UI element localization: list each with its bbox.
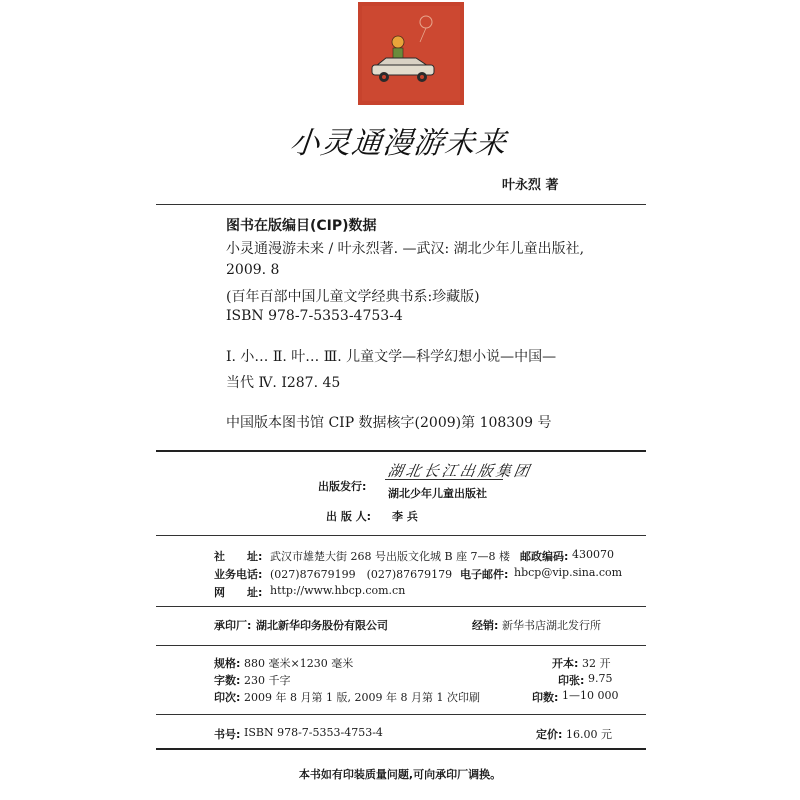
publisher-name: 湖北少年儿童出版社 — [388, 487, 487, 500]
divider-bottom — [156, 748, 646, 750]
divider-top — [156, 204, 646, 205]
quality-notice: 本书如有印装质量问题,可向承印厂调换。 — [298, 768, 502, 781]
website-label: 网 址: — [214, 586, 263, 599]
cip-line: (百年百部中国儿童文学经典书系:珍藏版) — [226, 289, 480, 305]
author-line: 叶永烈 著 — [502, 178, 559, 193]
cover-illustration — [358, 2, 464, 105]
price-value: 16.00 元 — [566, 728, 612, 741]
email-label: 电子邮件: — [460, 568, 509, 581]
issue-label: 出版发行: — [318, 480, 367, 493]
printer-label: 承印厂: — [214, 619, 252, 632]
pub-person-label: 出 版 人: — [326, 510, 372, 523]
cip-line: 当代 Ⅳ. I287. 45 — [226, 375, 341, 391]
phone-label: 业务电话: — [214, 568, 263, 581]
cip-line: 2009. 8 — [226, 262, 280, 278]
website-value: http://www.hbcp.com.cn — [270, 584, 406, 597]
publisher-mark-rule — [385, 479, 503, 480]
cip-line: Ⅰ. 小… Ⅱ. 叶… Ⅲ. 儿童文学—科学幻想小说—中国— — [226, 349, 557, 365]
cip-heading: 图书在版编目(CIP)数据 — [226, 218, 377, 234]
sheets-value: 9.75 — [588, 672, 613, 685]
divider-cip-bottom — [156, 450, 646, 452]
pub-person-value: 李 兵 — [392, 510, 418, 523]
email-value: hbcp@vip.sina.com — [514, 566, 623, 579]
copies-value: 1—10 000 — [562, 689, 619, 702]
address-label: 社 址: — [214, 550, 263, 563]
size-value: 880 毫米×1230 毫米 — [244, 657, 354, 670]
edition-value: 2009 年 8 月第 1 版, 2009 年 8 月第 1 次印刷 — [244, 691, 480, 704]
edition-label: 印次: — [214, 691, 241, 704]
sheets-label: 印张: — [558, 674, 585, 687]
car-boy-drawing — [358, 2, 464, 105]
cip-line: ISBN 978-7-5353-4753-4 — [226, 308, 403, 324]
phone-value: (027)87679199 (027)87679179 — [270, 568, 453, 581]
address-value: 武汉市雄楚大街 268 号出版文化城 B 座 7—8 楼 — [270, 550, 511, 563]
publisher-group-mark: 湖北长江出版集团 — [386, 462, 534, 480]
cip-line: 小灵通漫游未来 / 叶永烈著. —武汉: 湖北少年儿童出版社, — [226, 241, 585, 257]
isbn-label: 书号: — [214, 728, 241, 741]
format-label: 开本: — [552, 657, 579, 670]
printer-value: 湖北新华印务股份有限公司 — [256, 619, 388, 632]
distributor-label: 经销: — [472, 619, 499, 632]
copies-label: 印数: — [532, 691, 559, 704]
distributor-value: 新华书店湖北发行所 — [502, 619, 601, 632]
wordcount-label: 字数: — [214, 674, 241, 687]
postcode-label: 邮政编码: — [520, 550, 569, 563]
divider-isbn-top — [156, 714, 646, 715]
format-value: 32 开 — [582, 657, 611, 670]
cip-line: 中国版本图书馆 CIP 数据核字(2009)第 108309 号 — [226, 415, 552, 431]
price-label: 定价: — [536, 728, 563, 741]
isbn-value: ISBN 978-7-5353-4753-4 — [244, 726, 383, 739]
book-title: 小灵通漫游未来 — [287, 126, 509, 161]
wordcount-value: 230 千字 — [244, 674, 291, 687]
size-label: 规格: — [214, 657, 241, 670]
divider-print-top — [156, 606, 646, 607]
divider-contact-top — [156, 535, 646, 536]
divider-specs-top — [156, 645, 646, 646]
postcode-value: 430070 — [572, 548, 614, 561]
